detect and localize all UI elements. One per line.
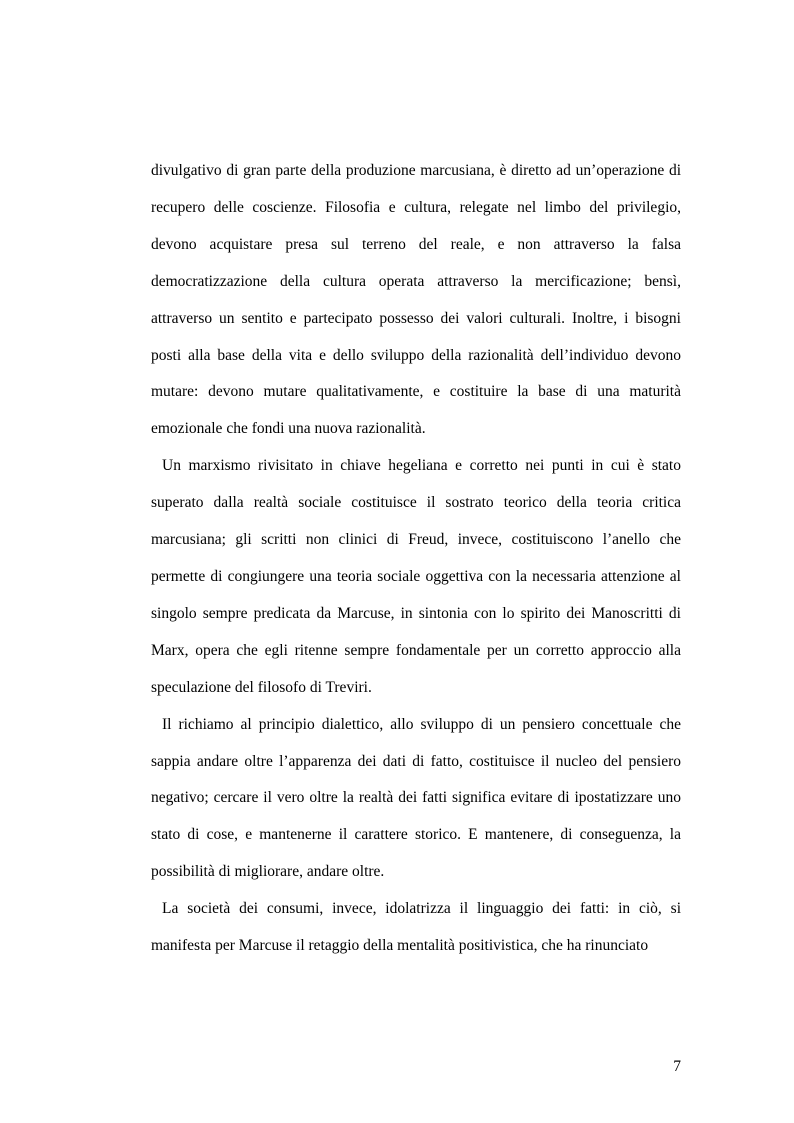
paragraph-2: Un marxismo rivisitato in chiave hegeliana e corretto nei punti in cui è stato superato dalla realtà sociale costituisce il sostrato teorico della teoria critica marcusiana; gli scritti non clinici di Freud, invece, costituiscono l’anello che permette di congiungere una teoria sociale oggettiva con la necessaria attenzione al singolo sempre predicata da Marcuse, in sintonia con lo spirito dei Manoscritti di Marx, opera che egli ritenne sempre fondamentale per un corretto approccio alla speculazione del filosofo di Treviri. (151, 457, 681, 696)
body-text (151, 153, 681, 965)
paragraph-3: Il richiamo al principio dialettico, allo sviluppo di un pensiero concettuale che sappia andare oltre l’apparenza dei dati di fatto, costituisce il nucleo del pensiero negativo; cercare il vero oltre la realtà dei fatti significa evitare di ipostatizzare uno stato di cose, e mantenerne il carattere storico. E mantenere, di conseguenza, la possibilità di migliorare, andare oltre. (151, 715, 681, 881)
paragraph-4: La società dei consumi, invece, idolatrizza il linguaggio dei fatti: in ciò, si manifesta per Marcuse il retaggio della mentalità positivistica, che ha rinunciato (151, 900, 681, 955)
paragraph-1: divulgativo di gran parte della produzione marcusiana, è diretto ad un’operazione di recupero delle coscienze. Filosofia e cultura, relegate nel limbo del privilegio, devono acquistare presa sul terreno del reale, e non attraverso la falsa democratizzazione della cultura operata attraverso la mercificazione; bensì, attraverso un sentito e partecipato possesso dei valori culturali. Inoltre, i bisogni posti alla base della vita e dello sviluppo della razionalità dell’individuo devono mutare: devono mutare qualitativamente, e costituire la base di una maturità emozionale che fondi una nuova razionalità. (151, 162, 681, 438)
page-number: 7 (673, 1058, 681, 1075)
